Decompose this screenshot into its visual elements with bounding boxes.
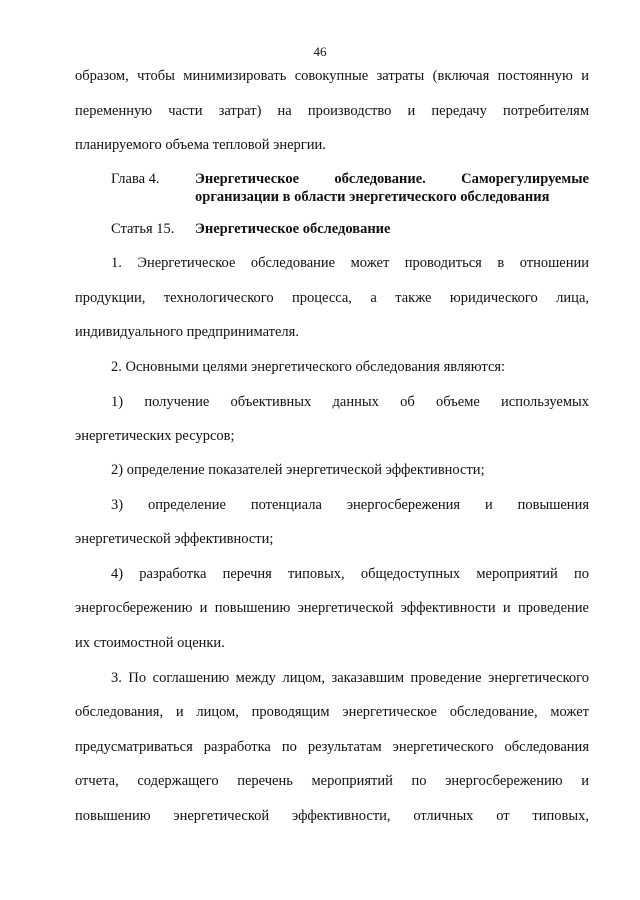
text-line: энергетических ресурсов; — [75, 428, 235, 444]
text-line: энергосбережению и повышению энергетической эффективности и проведение — [75, 600, 589, 616]
chapter-label: Глава 4. — [111, 171, 160, 187]
text-line: образом, чтобы минимизировать совокупные затраты (включая постоянную и — [75, 68, 589, 84]
text-line: 3) определение потенциала энергосбережения и повышения — [111, 497, 589, 513]
text-line: предусматриваться разработка по результатам энергетического обследования — [75, 739, 589, 755]
text-line: 2) определение показателей энергетической эффективности; — [111, 462, 485, 478]
text-line: переменную части затрат) на производство и передачу потребителям — [75, 103, 589, 119]
page-number: 46 — [313, 44, 327, 59]
text-line: повышению энергетической эффективности, отличных от типовых, — [75, 808, 589, 824]
text-line: энергетической эффективности; — [75, 531, 274, 547]
text-line: 3. По соглашению между лицом, заказавшим проведение энергетического — [111, 670, 589, 686]
text-line: индивидуального предпринимателя. — [75, 324, 299, 340]
text-line: 1. Энергетическое обследование может проводиться в отношении — [111, 255, 589, 271]
text-line: 4) разработка перечня типовых, общедоступных мероприятий по — [111, 566, 589, 582]
text-line: отчета, содержащего перечень мероприятий по энергосбережению и — [75, 773, 589, 789]
text-line: обследования, и лицом, проводящим энергетическое обследование, может — [75, 704, 589, 720]
article-title: Энергетическое обследование — [195, 221, 391, 237]
text-line: планируемого объема тепловой энергии. — [75, 137, 326, 153]
text-line: их стоимостной оценки. — [75, 635, 225, 651]
article-label: Статья 15. — [111, 221, 175, 237]
text-line: 1) получение объективных данных об объеме используемых — [111, 394, 589, 410]
chapter-title-line: организации в области энергетического обследования — [195, 189, 550, 205]
text-line: продукции, технологического процесса, а также юридического лица, — [75, 290, 589, 306]
chapter-title-line: Энергетическое обследование. Саморегулируемые — [195, 171, 589, 187]
text-line: 2. Основными целями энергетического обследования являются: — [111, 359, 506, 375]
